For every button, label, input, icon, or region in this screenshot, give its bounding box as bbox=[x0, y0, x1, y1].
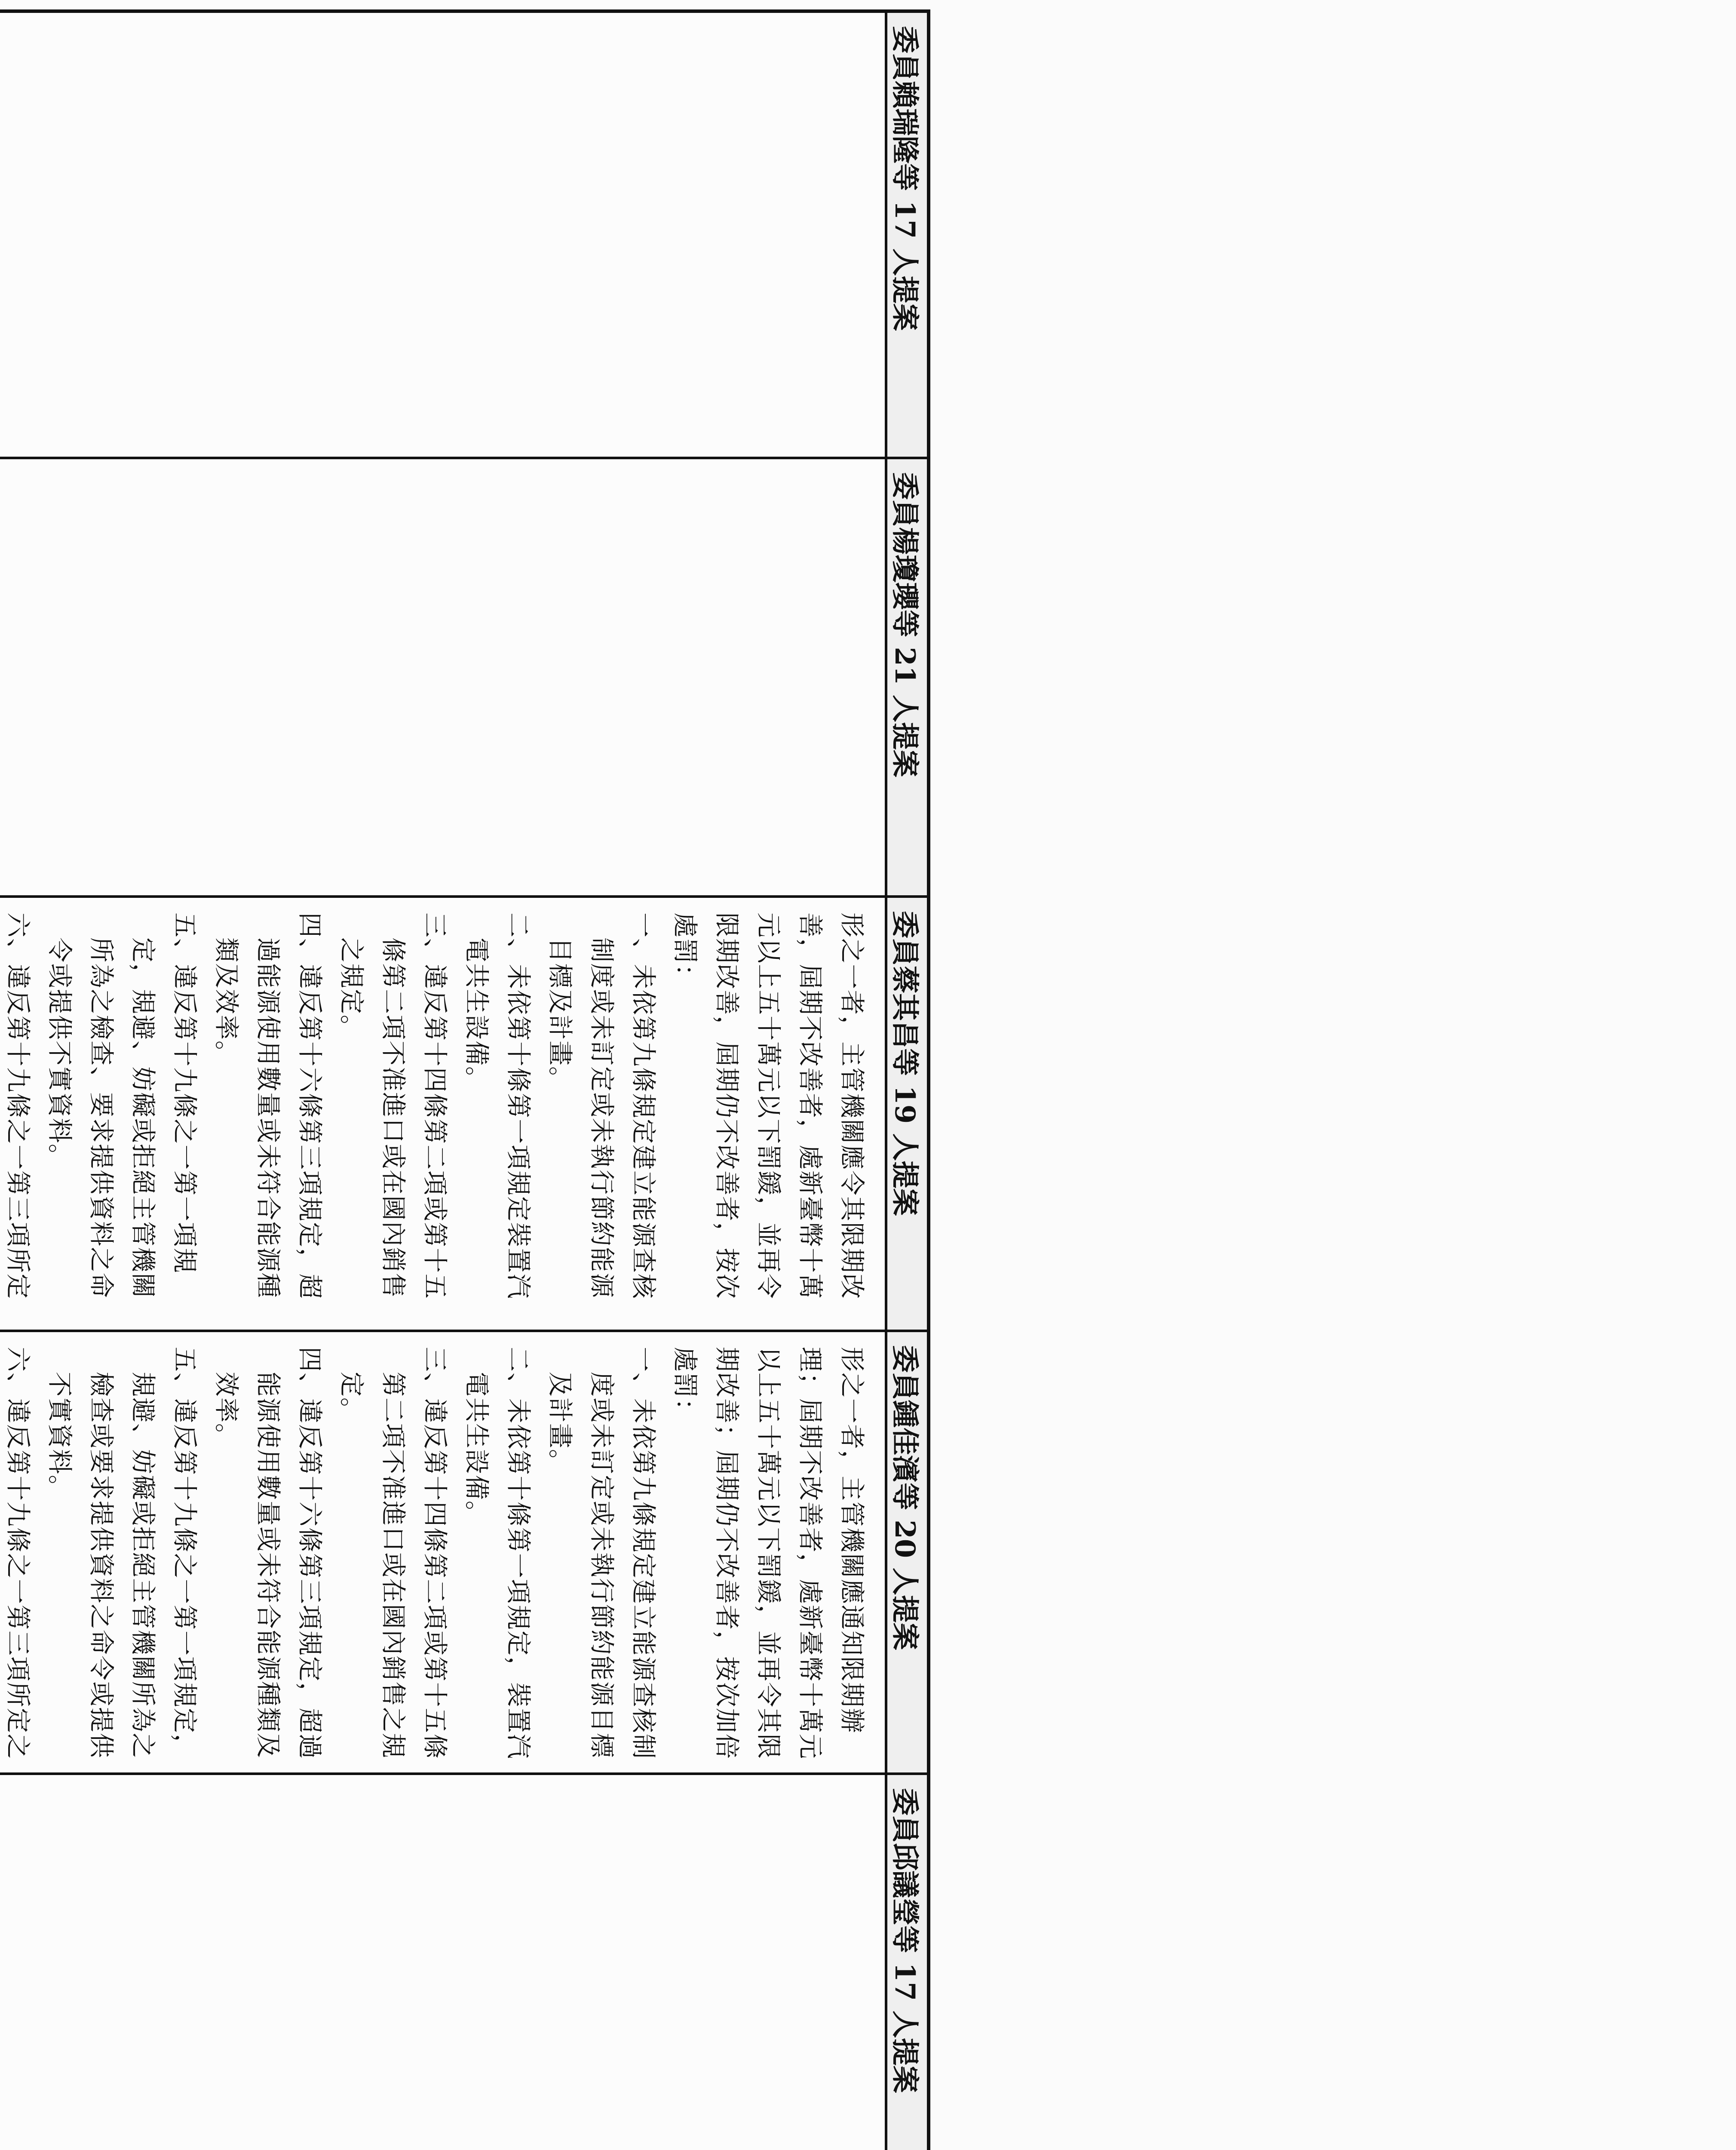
chung-item: 一、未依第九條規定建立能源查核制度或未訂定或未執行節約能源目標及計畫。 bbox=[546, 1347, 658, 1760]
header-yang-proposal: 委員楊瓊瓔等 21 人提案 bbox=[885, 459, 927, 898]
header-row bbox=[885, 13, 927, 2150]
chung-item: 六、違反第十九條之一第三項所定之 bbox=[3, 1347, 33, 1760]
chiu-proposal-text bbox=[0, 1775, 885, 2150]
header-lai-proposal: 委員賴瑞隆等 17 人提案 bbox=[885, 13, 927, 459]
tsai-item: 五、違反第十九條之一第一項規定，規避、妨礙或拒絕主管機關所為之檢查、要求提供資料之命令或提供不實資料。 bbox=[45, 912, 199, 1299]
chung-proposal-text bbox=[0, 1332, 885, 1775]
header-chiu-proposal: 委員邱議瑩等 17 人提案 bbox=[885, 1775, 927, 2150]
header-chung-proposal: 委員鍾佳濱等 20 人提案 bbox=[885, 1332, 927, 1775]
tsai-intro: 形之一者，主管機關應令其限期改善，屆期不改善者，處新臺幣十萬元以上五十萬元以下罰鍰，並再令限期改善，屆期仍不改善者，按次處罰： bbox=[671, 912, 867, 1300]
body-row bbox=[0, 13, 885, 2150]
header-tsai-proposal: 委員蔡其昌等 19 人提案 bbox=[885, 898, 927, 1332]
tsai-item: 一、未依第九條規定建立能源查核制度或未訂定或未執行節約能源目標及計畫。 bbox=[546, 912, 658, 1300]
tsai-item: 四、違反第十六條第三項規定，超過能源使用數量或未符合能源種類及效率。 bbox=[212, 912, 325, 1300]
tsai-proposal-text bbox=[0, 898, 885, 1332]
chung-item: 二、未依第十條第一項規定，裝置汽電共生設備。 bbox=[462, 1347, 533, 1760]
chung-intro: 形之一者，主管機關應通知限期辦理；屆期不改善者，處新臺幣十萬元以上五十萬元以下罰鍰，並再令其限期改善；屆期仍不改善者，按次加倍處罰： bbox=[671, 1347, 867, 1760]
lai-proposal-text bbox=[0, 13, 885, 459]
tsai-item: 六、違反第十九條之一第三項所定 bbox=[3, 912, 33, 1300]
chung-item: 四、違反第十六條第三項規定，超過能源使用數量或未符合能源種類及效率。 bbox=[212, 1347, 325, 1760]
chung-item: 三、違反第十四條第二項或第十五條第二項不准進口或在國內銷售之規定。 bbox=[337, 1347, 450, 1760]
tsai-item: 二、未依第十條第一項規定裝置汽電共生設備。 bbox=[462, 912, 533, 1300]
yang-proposal-text bbox=[0, 459, 885, 898]
chung-item: 五、違反第十九條之一第一項規定，規避、妨礙或拒絕主管機關所為之檢查或要求提供資料之命令或提供不實資料。 bbox=[45, 1347, 199, 1760]
tsai-item: 三、違反第十四條第二項或第十五條第二項不准進口或在國內銷售之規定。 bbox=[337, 912, 450, 1300]
comparison-table bbox=[0, 9, 930, 2150]
